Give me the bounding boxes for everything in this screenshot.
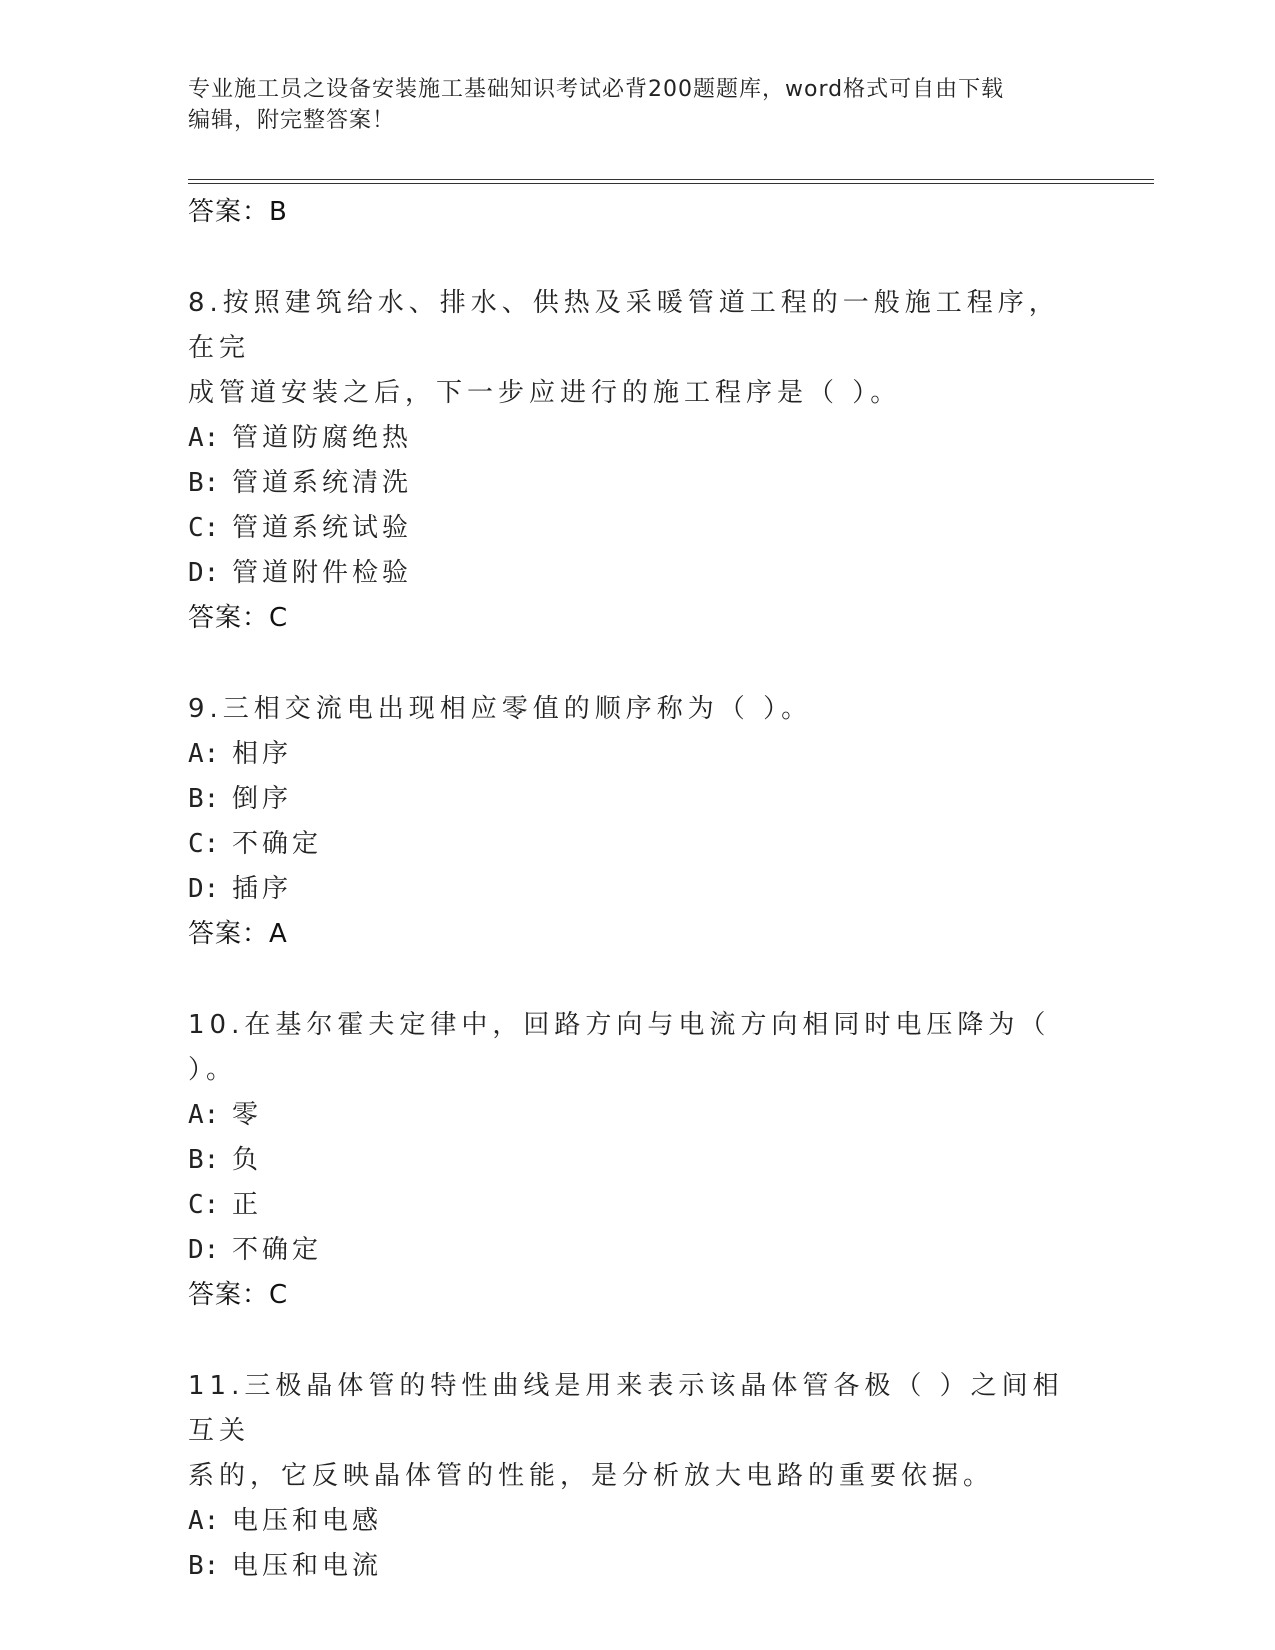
option-text: 管道附件检验: [232, 558, 413, 588]
question-10: [188, 1003, 1088, 1318]
option-letter: B:: [188, 1551, 220, 1581]
option-text: 倒序: [232, 784, 293, 814]
option-b: [188, 1138, 1088, 1183]
header-line-2: 编辑，附完整答案！: [188, 108, 396, 133]
answer: 答案：C: [188, 603, 289, 633]
option-text: 正: [232, 1190, 263, 1220]
option-letter: D:: [188, 1235, 220, 1265]
question-8: [188, 281, 1088, 641]
header-divider-bottom: [188, 183, 1154, 184]
option-letter: D:: [188, 874, 220, 904]
option-a: [188, 416, 1088, 461]
option-letter: C:: [188, 1190, 220, 1220]
option-letter: B:: [188, 1145, 220, 1175]
question-stem: [188, 687, 1088, 732]
option-text: 负: [232, 1145, 263, 1175]
option-letter: A:: [188, 423, 220, 453]
option-letter: A:: [188, 1506, 220, 1536]
option-letter: A:: [188, 1100, 220, 1130]
option-letter: B:: [188, 468, 220, 498]
option-d: [188, 1228, 1088, 1273]
option-a: [188, 1499, 1088, 1544]
option-text: 不确定: [232, 1235, 323, 1265]
option-text: 管道系统试验: [232, 513, 413, 543]
option-b: [188, 1544, 1088, 1589]
question-11: [188, 1364, 1088, 1589]
option-a: [188, 1093, 1088, 1138]
option-a: [188, 732, 1088, 777]
question-stem-line: 8.按照建筑给水、排水、供热及采暖管道工程的一般施工程序，在完: [188, 288, 1060, 363]
question-stem: [188, 281, 1088, 416]
option-text: 电压和电感: [232, 1506, 383, 1536]
question-stem-line: 11.三极晶体管的特性曲线是用来表示该晶体管各极（ ）之间相互关: [188, 1371, 1064, 1446]
option-text: 管道系统清洗: [232, 468, 413, 498]
option-text: 相序: [232, 739, 293, 769]
question-stem: [188, 1364, 1088, 1499]
document-header: [188, 74, 1068, 136]
option-letter: D:: [188, 558, 220, 588]
option-b: [188, 777, 1088, 822]
question-stem-line: 成管道安装之后，下一步应进行的施工程序是（ ）。: [188, 378, 902, 408]
option-text: 零: [232, 1100, 263, 1130]
option-letter: B:: [188, 784, 220, 814]
option-letter: C:: [188, 513, 220, 543]
header-divider-top: [188, 179, 1154, 180]
option-b: [188, 461, 1088, 506]
option-text: 电压和电流: [232, 1551, 383, 1581]
question-stem-line: 系的，它反映晶体管的性能，是分析放大电路的重要依据。: [188, 1461, 995, 1491]
option-c: [188, 506, 1088, 551]
question-stem: [188, 1003, 1088, 1093]
question-stem-line: 10.在基尔霍夫定律中，回路方向与电流方向相同时电压降为（ ）。: [188, 1010, 1051, 1085]
question-9: [188, 687, 1088, 957]
option-c: [188, 1183, 1088, 1228]
header-line-1: 专业施工员之设备安装施工基础知识考试必背200题题库，word格式可自由下载: [188, 77, 1005, 102]
option-text: 不确定: [232, 829, 323, 859]
question-stem-line: 9.三相交流电出现相应零值的顺序称为（ ）。: [188, 694, 813, 724]
option-c: [188, 822, 1088, 867]
option-d: [188, 867, 1088, 912]
option-text: 插序: [232, 874, 293, 904]
previous-answer: 答案：B: [188, 197, 288, 227]
question-list: [188, 190, 1088, 1589]
answer: 答案：A: [188, 919, 288, 949]
answer: 答案：C: [188, 1280, 289, 1310]
option-letter: A:: [188, 739, 220, 769]
option-letter: C:: [188, 829, 220, 859]
option-text: 管道防腐绝热: [232, 423, 413, 453]
option-d: [188, 551, 1088, 596]
